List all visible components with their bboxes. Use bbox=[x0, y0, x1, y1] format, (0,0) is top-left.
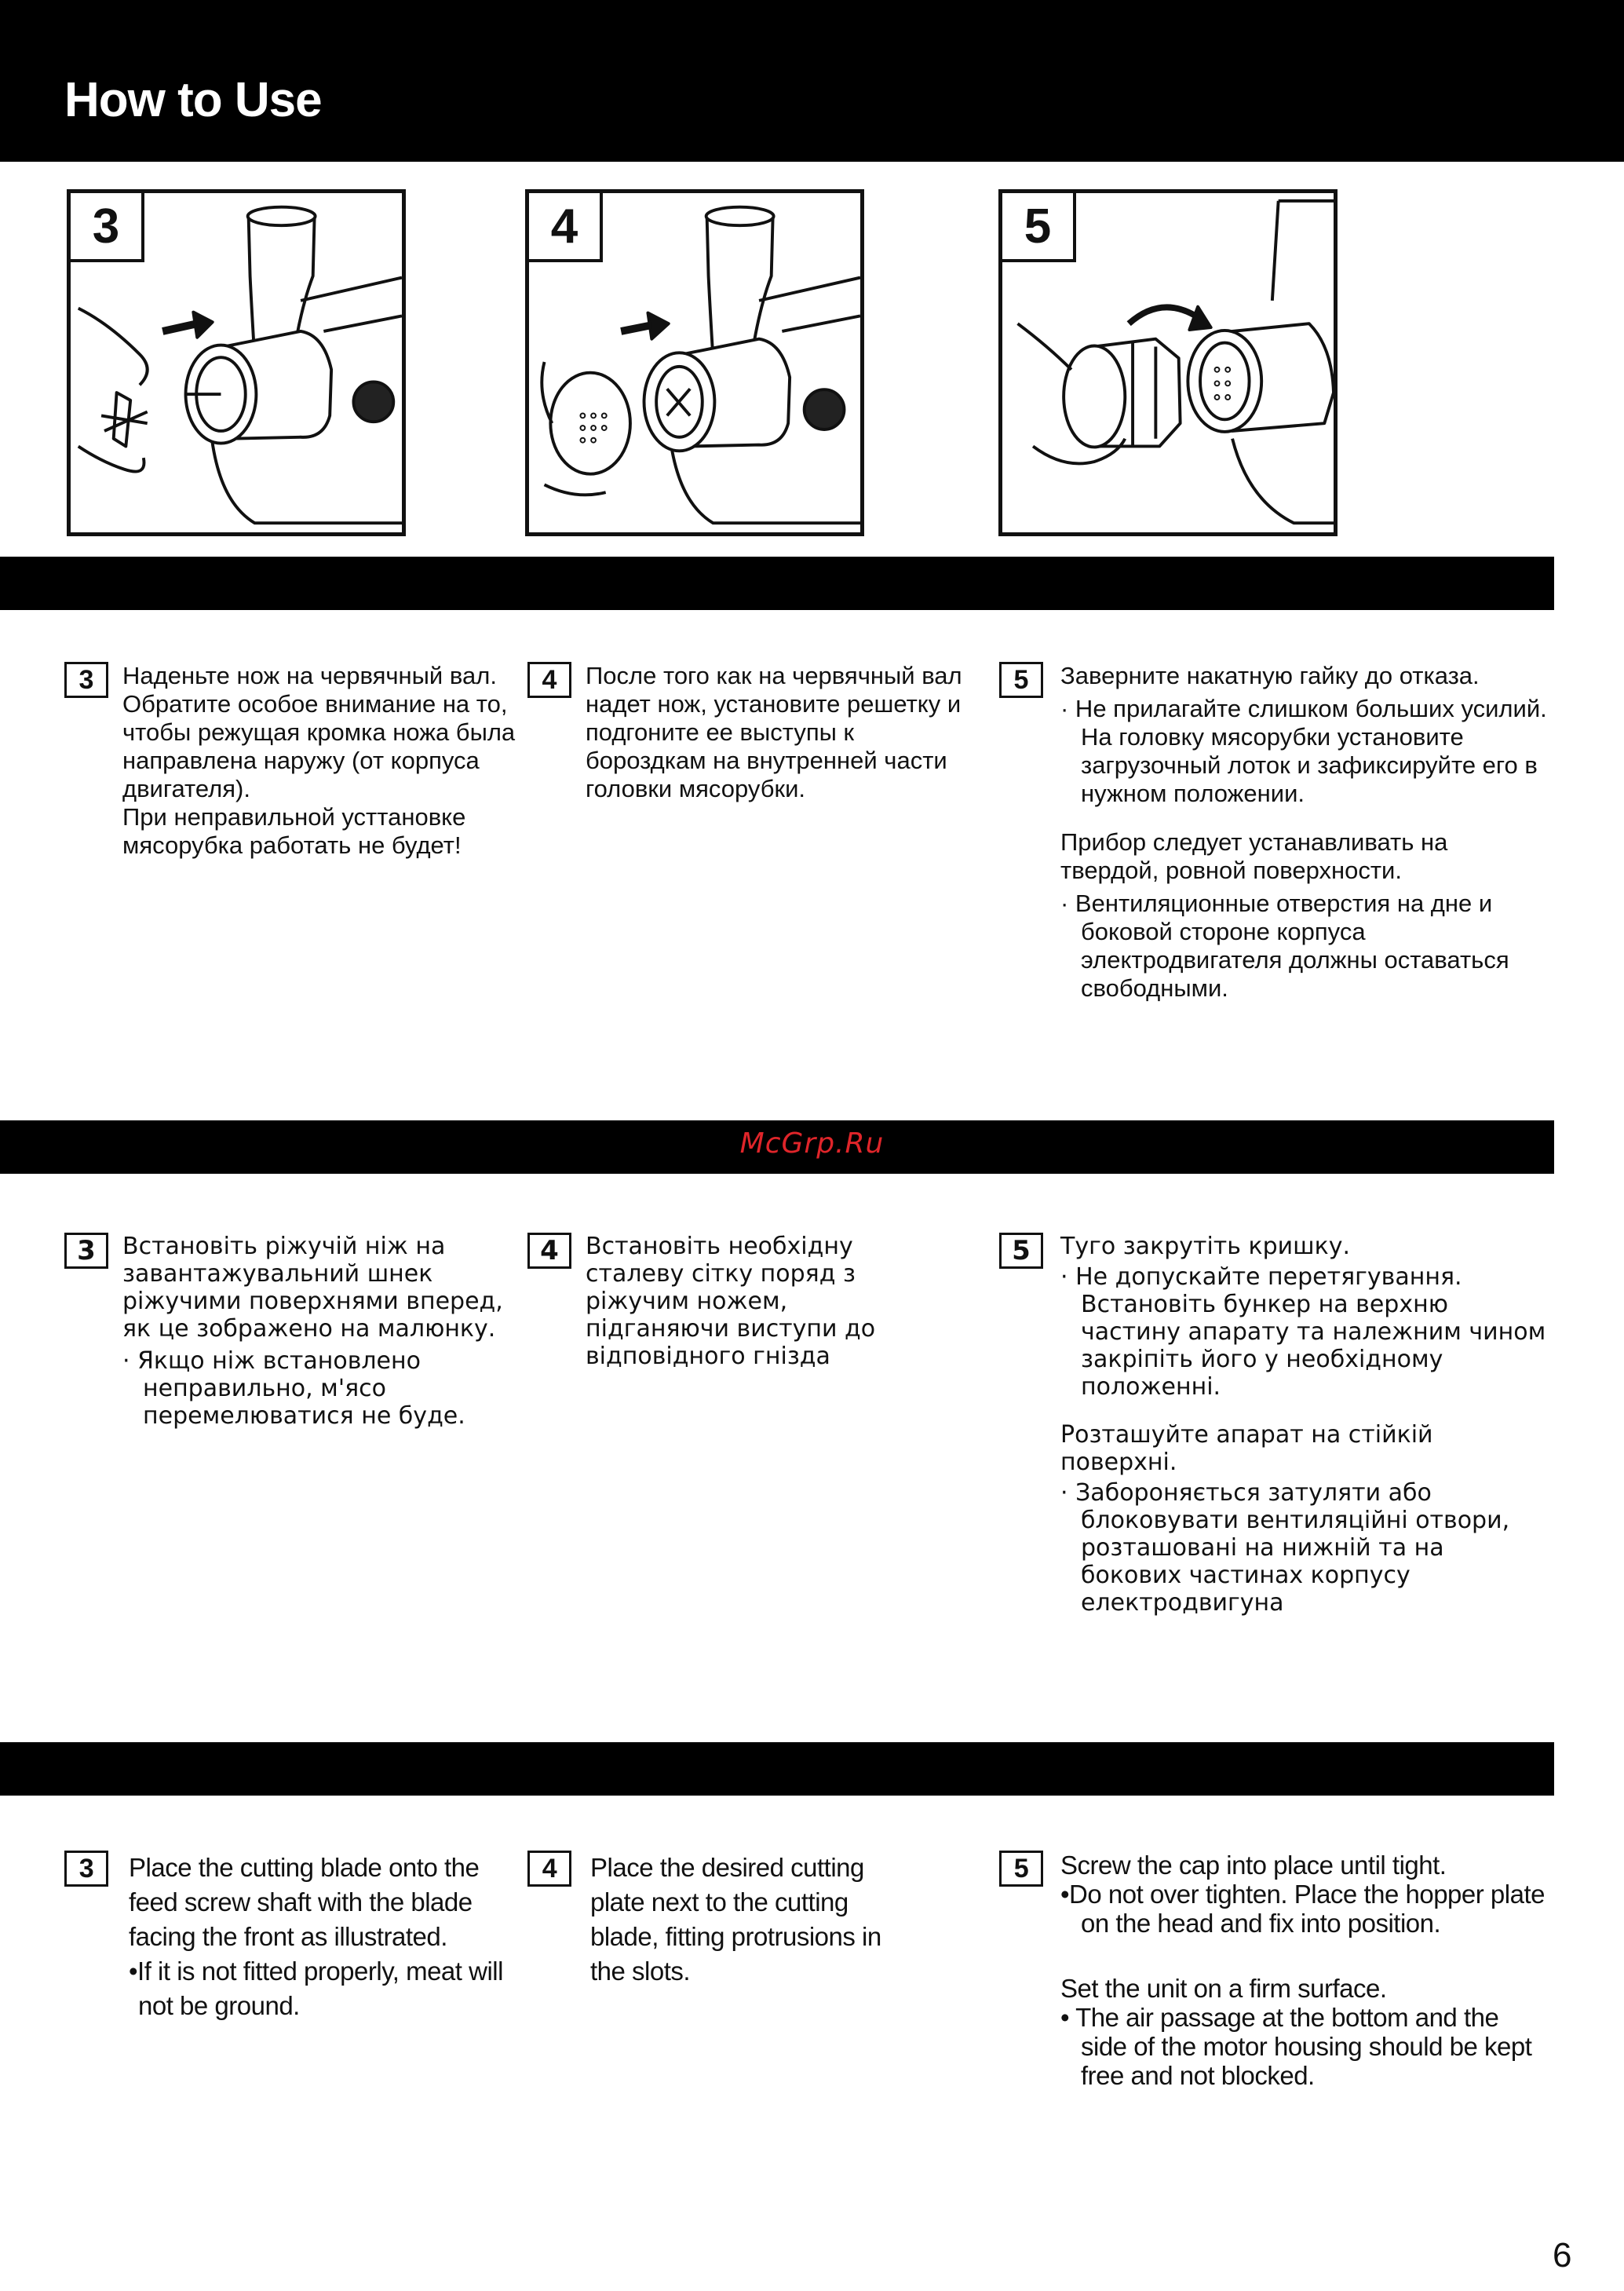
bullet-item: · Не допускайте перетягування. Встановіть бункер на верхню частину апарату та належним чином закріпіть його у необхідному положенні. bbox=[1060, 1263, 1546, 1401]
en-step-4 bbox=[527, 1851, 920, 1989]
step-number-box: 4 bbox=[527, 1851, 571, 1887]
section-band-english bbox=[0, 1742, 1554, 1796]
illustration-number: 4 bbox=[529, 193, 603, 262]
step-text: Заверните накатную гайку до отказа. bbox=[1060, 662, 1480, 689]
step-number-box: 3 bbox=[64, 662, 108, 698]
step-text: Place the cutting blade onto the feed screw shaft with the blade facing the front as illustrated. bbox=[129, 1853, 480, 1951]
illustration-step-4 bbox=[525, 189, 864, 536]
uk-step-4 bbox=[527, 1233, 920, 1370]
bullet-item: · Вентиляционные отверстия на дне и боковой стороне корпуса электродвигателя должны оставаться свободными. bbox=[1060, 890, 1509, 1002]
step-number-box: 3 bbox=[64, 1851, 108, 1887]
watermark: McGrp.Ru bbox=[739, 1127, 885, 1160]
illustration-number: 3 bbox=[71, 193, 144, 262]
section-band-russian bbox=[0, 557, 1554, 610]
bullet-item: •If it is not fitted properly, meat will not be ground. bbox=[129, 1957, 503, 2020]
ru-step-3 bbox=[64, 662, 527, 860]
step-number-box: 5 bbox=[999, 662, 1043, 698]
bullet-item: · Забороняється затуляти або блоковувати вентиляційні отвори, розташовані на нижній та на бокових частинах корпусу електродвигуна bbox=[1060, 1479, 1510, 1617]
illustration-number: 5 bbox=[1002, 193, 1076, 262]
step-text: Туго закрутіть кришку. bbox=[1060, 1233, 1351, 1260]
step-number-box: 4 bbox=[527, 662, 571, 698]
step-number-box: 5 bbox=[999, 1233, 1043, 1269]
bullet-item: •Do not over tighten. Place the hopper plate on the head and fix into position. bbox=[1060, 1880, 1545, 1938]
step-text: Set the unit on a firm surface. bbox=[1060, 1974, 1387, 2003]
uk-step-3 bbox=[64, 1233, 527, 1430]
step-text: Place the desired cutting plate next to the cutting blade, fitting protrusions in the slots. bbox=[590, 1853, 881, 1986]
step-text: После того как на червячный вал надет нож, установите решетку и подгоните ее выступы к бороздкам на внутренней части головки мясорубки. bbox=[586, 662, 962, 802]
step-number-box: 4 bbox=[527, 1233, 571, 1269]
uk-step-5 bbox=[999, 1233, 1549, 1617]
page-number: 6 bbox=[1553, 2236, 1572, 2275]
step-text: Прибор следует устанавливать на твердой, ровной поверхности. bbox=[1060, 828, 1448, 884]
page-title: How to Use bbox=[64, 73, 322, 127]
ru-step-5 bbox=[999, 662, 1549, 1003]
bullet-item: · Якщо ніж встановлено неправильно, м'ясо перемелюватися не буде. bbox=[122, 1347, 465, 1430]
step-text: При неправильной усттановке мясорубка работать не будет! bbox=[122, 803, 466, 859]
illustration-step-3 bbox=[67, 189, 406, 536]
illustration-step-5 bbox=[998, 189, 1338, 536]
step-text: Наденьте нож на червячный вал. Обратите особое внимание на то, чтобы режущая кромка ножа была направлена наружу (от корпуса двигателя). bbox=[122, 662, 516, 802]
en-step-3 bbox=[64, 1851, 520, 2023]
step-text: Screw the cap into place until tight. bbox=[1060, 1851, 1447, 1880]
step-text: Розташуйте апарат на стійкій поверхні. bbox=[1060, 1421, 1433, 1476]
en-step-5 bbox=[999, 1851, 1549, 2090]
step-text: Встановіть ріжучій ніж на завантажувальний шнек ріжучими поверхнями вперед, як це зображено на малюнку. bbox=[122, 1233, 503, 1343]
bullet-item: · Не прилагайте слишком больших усилий. На головку мясорубки установите загрузочный лоток и зафиксируйте его в нужном положении. bbox=[1060, 695, 1547, 807]
step-number-box: 5 bbox=[999, 1851, 1043, 1887]
step-text: Встановіть необхідну сталеву сітку поряд з ріжучим ножем, підганяючи виступи до відповідного гнізда bbox=[586, 1233, 876, 1370]
step-number-box: 3 bbox=[64, 1233, 108, 1269]
bullet-item: • The air passage at the bottom and the side of the motor housing should be kept free and not blocked. bbox=[1060, 2003, 1532, 2090]
ru-step-4 bbox=[527, 662, 975, 803]
